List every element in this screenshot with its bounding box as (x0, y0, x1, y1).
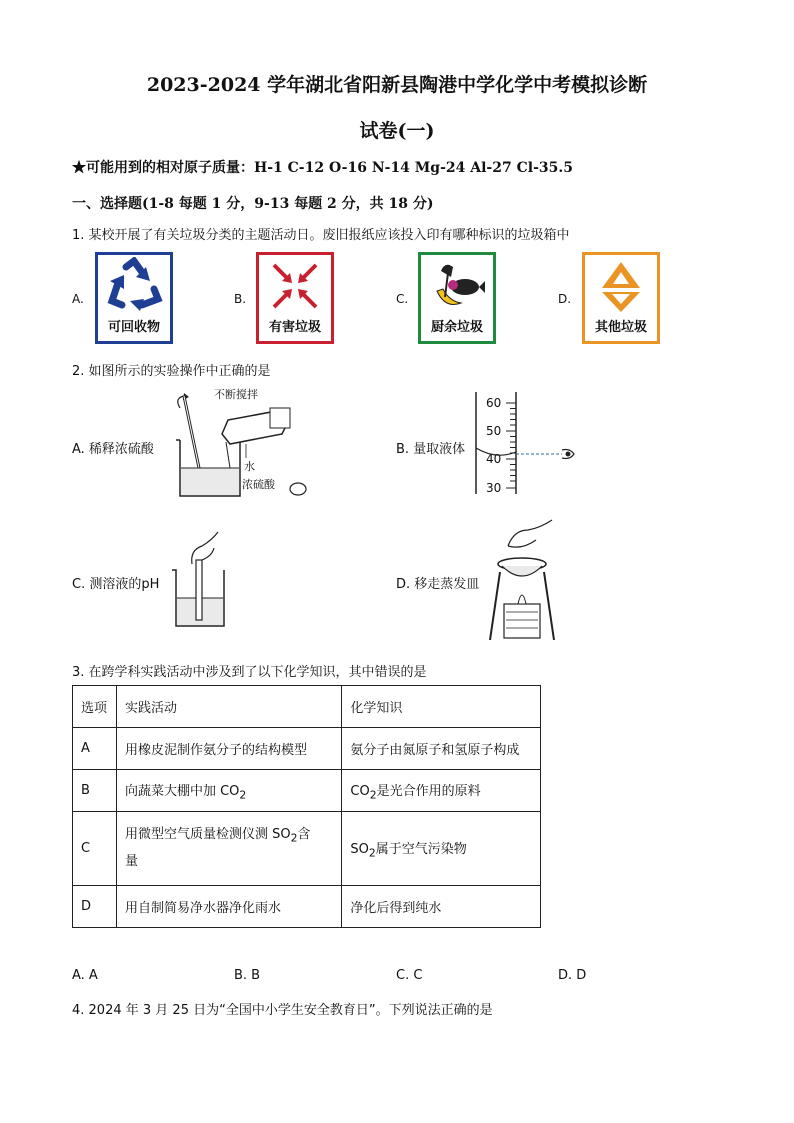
row-activity: 用自制简易净水器净化雨水 (116, 886, 341, 928)
q1-option-b-label: B. (234, 292, 247, 306)
hand (508, 520, 552, 546)
row-knowledge: 净化后得到纯水 (342, 886, 541, 928)
tick-40: 40 (486, 452, 502, 466)
evaporating-dish-diagram (484, 516, 564, 644)
tick-50: 50 (486, 424, 502, 438)
acid-label: 浓硫酸 (242, 478, 275, 491)
atomic-masses: ★可能用到的相对原子质量：H-1 C-12 O-16 N-14 Mg-24 Al-27 Cl-35.5 (72, 160, 573, 176)
q3-answer-c: C. C (396, 968, 423, 983)
table-row (73, 812, 541, 886)
table-row (73, 886, 541, 928)
header-option: 选项 (73, 686, 117, 728)
question-3-stem: 3. 在跨学科实践活动中涉及到了以下化学知识，其中错误的是 (72, 665, 427, 680)
table-row (73, 728, 541, 770)
q3-answer-a: A. A (72, 968, 98, 983)
row-knowledge: $SO_2$属于空气污染物 (342, 812, 541, 886)
tick-60: 60 (486, 396, 502, 410)
row-option: B (73, 770, 117, 812)
alcohol-lamp (504, 604, 540, 638)
ph-paper (196, 560, 202, 620)
other-waste-bin-sign (582, 252, 660, 344)
ph-test-diagram (168, 530, 232, 630)
food-scraps-icon (427, 257, 487, 315)
q1-option-d-label: D. (558, 292, 572, 306)
question-1-stem: 1. 某校开展了有关垃圾分类的主题活动日。废旧报纸应该投入印有哪种标识的垃圾箱中 (72, 228, 570, 243)
food-waste-caption: 厨余垃圾 (430, 320, 483, 335)
q2-option-c-label: C. 测溶液的pH (72, 577, 160, 592)
other-waste-triangle-icon (596, 258, 646, 314)
hazard-arrows-icon (270, 261, 320, 311)
row-activity: 用微型空气质量检测仪测 $SO_2$含 量 (116, 812, 341, 886)
stir-label: 不断搅拌 (214, 388, 258, 401)
other-waste-caption: 其他垃圾 (594, 320, 647, 335)
knowledge-table (72, 685, 541, 928)
hazardous-caption: 有害垃圾 (268, 320, 321, 335)
row-option: A (73, 728, 117, 770)
page-title-line2: 试卷(一) (359, 120, 435, 142)
row-knowledge: 氨分子由氮原子和氢原子构成 (342, 728, 541, 770)
q2-option-a-label: A. 稀释浓硫酸 (72, 442, 154, 457)
question-2-stem: 2. 如图所示的实验操作中正确的是 (72, 364, 271, 379)
recyclable-bin-sign (95, 252, 173, 344)
row-knowledge: $CO_2$是光合作用的原料 (342, 770, 541, 812)
q2-option-d-label: D. 移走蒸发皿 (396, 577, 480, 592)
stopper (290, 483, 306, 495)
graduated-cylinder-diagram (470, 392, 580, 496)
row-option: D (73, 886, 117, 928)
table-header-row (73, 686, 541, 728)
q3-answer-b: B. B (234, 968, 261, 983)
row-option: C (73, 812, 117, 886)
row-activity: 用橡皮泥制作氨分子的结构模型 (116, 728, 341, 770)
recycle-icon (104, 257, 164, 315)
table-row (73, 770, 541, 812)
q2-option-b-label: B. 量取液体 (396, 442, 466, 457)
food-waste-bin-sign (418, 252, 496, 344)
tripod-leg (490, 572, 500, 640)
tick-30: 30 (486, 481, 502, 495)
q1-option-a-label: A. (72, 292, 84, 306)
dilute-acid-diagram (170, 386, 320, 501)
header-knowledge: 化学知识 (342, 686, 541, 728)
section-heading: 一、选择题(1-8 每题 1 分，9-13 每题 2 分，共 18 分) (72, 196, 434, 212)
hazardous-bin-sign (256, 252, 334, 344)
q1-option-c-label: C. (396, 292, 409, 306)
question-4-stem: 4. 2024 年 3 月 25 日为“全国中小学生安全教育日”。下列说法正确的是 (72, 1003, 493, 1018)
q3-answer-d: D. D (558, 968, 587, 983)
row-activity: 向蔬菜大棚中加 $CO_2$ (116, 770, 341, 812)
header-activity: 实践活动 (116, 686, 341, 728)
page-title: 2023-2024 学年湖北省阳新县陶港中学化学中考模拟诊断 (146, 74, 648, 96)
recyclable-caption: 可回收物 (107, 320, 160, 335)
water-label: 水 (244, 460, 255, 473)
